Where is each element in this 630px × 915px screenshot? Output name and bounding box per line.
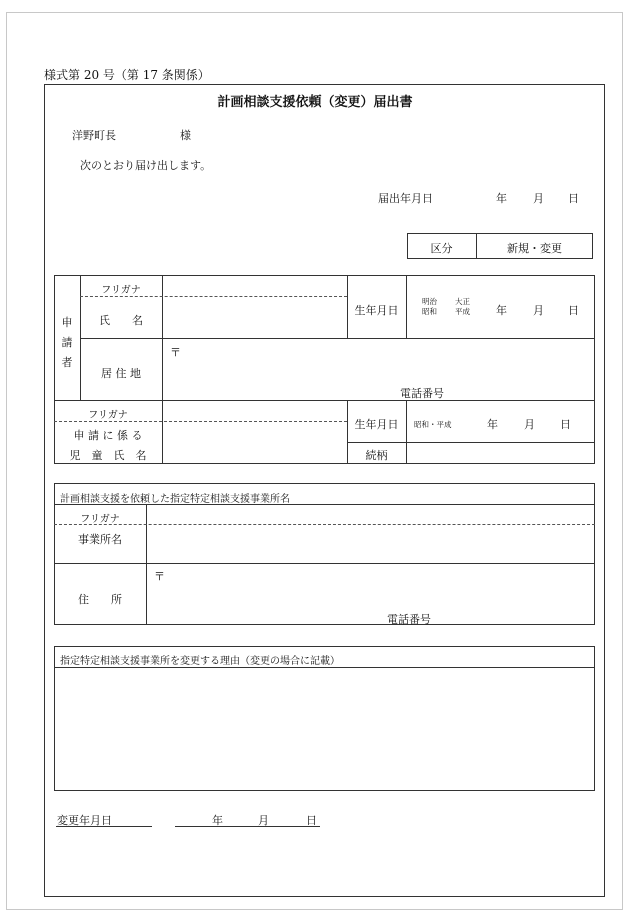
child-birth-label: 生年月日 <box>354 418 399 431</box>
era-heisei: 平成 <box>455 307 470 316</box>
change-date-underline <box>175 826 320 827</box>
change-reason-header: 指定特定相談支援事業所を変更する理由（変更の場合に記載） <box>60 656 340 667</box>
change-month: 月 <box>258 814 269 827</box>
child-label-line1: 申 請 に 係 る <box>73 429 143 442</box>
applicant-furigana-label: フリガナ <box>101 285 141 296</box>
category-value[interactable]: 新規・変更 <box>507 242 562 255</box>
child-birth-divider-2 <box>406 400 407 464</box>
child-birth-year: 年 <box>487 418 498 431</box>
filing-year: 年 <box>496 192 507 205</box>
category-label: 区分 <box>430 242 453 255</box>
applicant-furigana-line <box>80 296 347 297</box>
child-relation-label: 続柄 <box>365 449 388 462</box>
filing-month: 月 <box>533 192 544 205</box>
filing-day: 日 <box>568 192 579 205</box>
change-reason-field[interactable] <box>55 668 594 790</box>
applicant-birth-day: 日 <box>568 304 579 317</box>
change-date-label-underline <box>56 826 152 827</box>
filing-date-label: 届出年月日 <box>378 192 433 205</box>
child-relation-line <box>347 442 595 443</box>
change-date-label: 変更年月日 <box>57 814 112 827</box>
honorific: 様 <box>180 129 191 142</box>
intro-text: 次のとおり届け出します。 <box>80 159 212 172</box>
provider-label-divider <box>146 504 147 625</box>
applicant-bottom <box>54 400 595 401</box>
child-label-line2: 児 童 氏 名 <box>69 449 147 462</box>
era-taisho: 大正 <box>455 297 470 306</box>
label-column-divider <box>162 275 163 464</box>
applicant-phone-label: 電話番号 <box>400 387 444 400</box>
applicant-birth-month: 月 <box>533 304 544 317</box>
child-birth-day: 日 <box>560 418 571 431</box>
applicant-name-bottom <box>80 338 595 339</box>
applicant-birth-year: 年 <box>496 304 507 317</box>
child-furigana-label: フリガナ <box>88 410 128 421</box>
form-number: 様式第 20 号（第 17 条関係） <box>44 68 210 82</box>
child-eras: 昭和・平成 <box>414 420 452 429</box>
provider-office-label: 事業所名 <box>78 533 122 546</box>
applicant-address-label: 居 住 地 <box>101 367 141 380</box>
birth-column-divider-2 <box>406 275 407 338</box>
provider-furigana-label: フリガナ <box>80 514 120 525</box>
child-birth-month: 月 <box>524 418 535 431</box>
provider-header: 計画相談支援を依頼した指定特定相談支援事業所名 <box>60 494 290 505</box>
applicant-birth-label: 生年月日 <box>354 304 399 317</box>
provider-postal-mark: 〒 <box>154 570 165 583</box>
change-year: 年 <box>212 814 223 827</box>
applicant-name-label: 氏 名 <box>99 314 143 327</box>
applicant-label-char-1: 申 <box>61 316 73 329</box>
provider-office-bottom <box>54 563 595 564</box>
form-title: 計画相談支援依頼（変更）届出書 <box>217 95 413 110</box>
provider-phone-label: 電話番号 <box>387 613 431 626</box>
change-day: 日 <box>306 814 317 827</box>
applicant-label-char-2: 請 <box>61 336 73 349</box>
era-meiji: 明治 <box>422 297 437 306</box>
provider-address-label: 住 所 <box>78 593 122 606</box>
era-showa: 昭和 <box>422 307 437 316</box>
addressee: 洋野町長 <box>72 129 116 142</box>
child-furigana-line <box>54 421 347 422</box>
applicant-postal-mark: 〒 <box>170 346 181 359</box>
applicant-label-char-3: 者 <box>61 356 73 369</box>
